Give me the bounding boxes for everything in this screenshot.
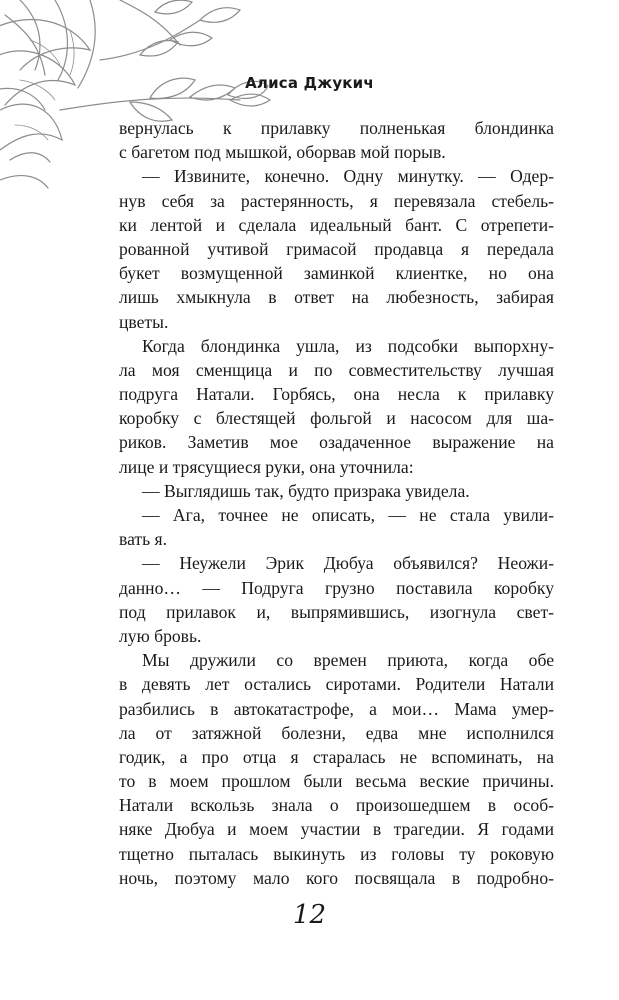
text-line: вать я.	[119, 529, 168, 550]
text-line: рованной учтивой гримасой продавца я передала	[119, 238, 554, 259]
text-line: букет возмущенной заминкой клиентке, но она	[119, 263, 554, 284]
text-line: под прилавок и, выпрямившись, изогнула свет-	[119, 601, 554, 622]
text-line: Когда блондинка ушла, из подсобки выпорхну-	[142, 335, 554, 356]
text-line: разбились в автокатастрофе, а мои… Мама умер-	[119, 698, 554, 719]
text-line: Натали вскользь знала о произошедшем в особ-	[119, 795, 554, 816]
text-line: лишь хмыкнула в ответ на любезность, забирая	[119, 287, 554, 308]
text-line: подруга Натали. Горбясь, она несла к прилавку	[119, 384, 554, 405]
text-line: — Извините, конечно. Одну минутку. — Одер-	[142, 166, 554, 187]
text-line: Мы дружили со времен приюта, когда обе	[142, 650, 554, 671]
text-line: ла моя сменщица и по совместительству лучшая	[119, 359, 554, 380]
text-line: лую бровь.	[119, 625, 202, 646]
text-line: ла от затяжной болезни, едва мне исполнился	[119, 722, 554, 743]
text-line: в девять лет остались сиротами. Родители Натали	[119, 674, 554, 695]
text-line: нув себя за растерянность, я перевязала стебель-	[119, 190, 554, 211]
text-line: годик, а про отца я старалась не вспоминать, на	[119, 746, 554, 767]
text-line: — Выглядишь так, будто призрака увидела.	[142, 480, 470, 501]
text-line: риков. Заметив мое озадаченное выражение на	[119, 432, 554, 453]
text-line: тщетно пыталась выкинуть из головы ту роковую	[119, 843, 554, 864]
text-line: вернулась к прилавку полненькая блондинка	[119, 118, 554, 138]
text-line: няке Дюбуа и моем участии в трагедии. Я годами	[119, 819, 554, 840]
text-line: данно… — Подруга грузно поставила коробку	[119, 577, 554, 598]
text-line: — Ага, точнее не описать, — не стала увили-	[142, 505, 554, 525]
running-header-author: Алиса Джукич	[245, 74, 374, 92]
text-line: с багетом под мышкой, оборвав мой порыв.	[119, 142, 446, 163]
body-text	[119, 116, 554, 890]
text-line: то в моем прошлом были весьма веские причины.	[119, 771, 554, 792]
page-number: 12	[292, 900, 327, 930]
text-line: ки лентой и сделала идеальный бант. С отрепети-	[119, 214, 554, 235]
text-line: ночь, поэтому мало кого посвящала в подробно-	[119, 867, 554, 888]
text-line: цветы.	[119, 311, 169, 332]
text-line: — Неужели Эрик Дюбуа объявился? Неожи-	[142, 553, 554, 574]
text-line: лице и трясущиеся руки, она уточнила:	[119, 456, 414, 477]
text-line: коробку с блестящей фольгой и насосом для ша-	[119, 408, 554, 429]
